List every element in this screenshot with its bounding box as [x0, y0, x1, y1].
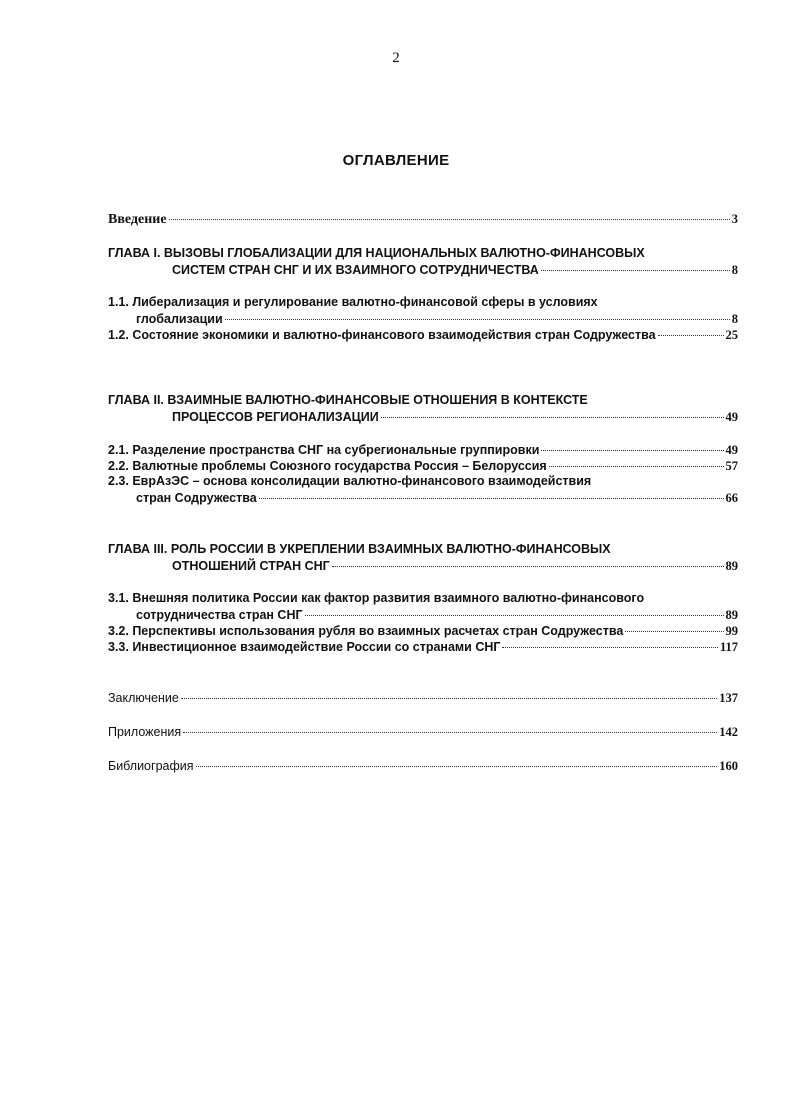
leader-dots: [381, 405, 724, 418]
chapter-3-title-line1: ГЛАВА III. РОЛЬ РОССИИ В УКРЕПЛЕНИИ ВЗАИМНЫХ ВАЛЮТНО-ФИНАНСОВЫХ: [108, 542, 611, 556]
section-2-1-page: 49: [725, 443, 738, 457]
section-3-3-title: 3.3. Инвестиционное взаимодействие России со странами СНГ: [108, 640, 501, 654]
section-2-2-page: 57: [725, 459, 738, 473]
toc-entry-chapter-2[interactable]: [108, 392, 738, 425]
leader-dots: [181, 686, 717, 699]
toc-entry-bibliography[interactable]: [108, 757, 738, 774]
section-3-1-title-line2: сотрудничества стран СНГ: [136, 608, 303, 622]
leader-dots: [169, 207, 730, 220]
leader-dots: [625, 619, 723, 632]
leader-dots: [658, 323, 724, 336]
chapter-3-title-line2: ОТНОШЕНИЙ СТРАН СНГ: [172, 559, 330, 573]
section-1-1-title-line1: 1.1. Либерализация и регулирование валютно-финансовой сферы в условиях: [108, 295, 598, 309]
leader-dots: [196, 754, 718, 767]
leader-dots: [305, 603, 724, 616]
toc-entry-intro[interactable]: [108, 210, 738, 228]
toc-entry-section-2-3[interactable]: [108, 473, 738, 506]
toc-entry-appendices[interactable]: [108, 723, 738, 740]
leader-dots: [549, 454, 724, 467]
section-2-3-page: 66: [725, 491, 738, 505]
section-3-2-page: 99: [725, 624, 738, 638]
toc-entry-section-1-2[interactable]: [108, 326, 738, 343]
toc-entry-section-1-1[interactable]: [108, 294, 738, 327]
toc-entry-chapter-1[interactable]: [108, 245, 738, 278]
conclusion-page: 137: [719, 691, 738, 705]
section-3-3-page: 117: [719, 640, 738, 654]
chapter-1-title-line1: ГЛАВА I. ВЫЗОВЫ ГЛОБАЛИЗАЦИИ ДЛЯ НАЦИОНАЛЬНЫХ ВАЛЮТНО-ФИНАНСОВЫХ: [108, 246, 645, 260]
chapter-1-title-line2: СИСТЕМ СТРАН СНГ И ИХ ВЗАИМНОГО СОТРУДНИЧЕСТВА: [172, 263, 539, 277]
intro-page: 3: [731, 212, 738, 226]
chapter-1-page: 8: [731, 263, 738, 277]
bibliography-label: Библиография: [108, 759, 194, 773]
section-2-3-title-line1: 2.3. ЕврАзЭС – основа консолидации валютно-финансового взаимодействия: [108, 474, 592, 488]
chapter-2-page: 49: [725, 410, 738, 424]
conclusion-label: Заключение: [108, 691, 179, 705]
section-1-1-page: 8: [731, 312, 738, 326]
section-1-2-page: 25: [725, 328, 738, 342]
section-2-2-title: 2.2. Валютные проблемы Союзного государства Россия – Белоруссия: [108, 459, 547, 473]
leader-dots: [502, 635, 717, 648]
chapter-3-page: 89: [725, 559, 738, 573]
leader-dots: [225, 307, 730, 320]
appendices-label: Приложения: [108, 725, 182, 739]
section-3-1-title-line1: 3.1. Внешняя политика России как фактор развития взаимного валютно-финансового: [108, 591, 645, 605]
appendices-page: 142: [719, 725, 738, 739]
leader-dots: [183, 720, 717, 733]
toc-title: ОГЛАВЛЕНИЕ: [342, 152, 450, 169]
leader-dots: [541, 438, 723, 451]
leader-dots: [541, 258, 730, 271]
section-3-2-title: 3.2. Перспективы использования рубля во взаимных расчетах стран Содружества: [108, 624, 624, 638]
chapter-2-title-line2: ПРОЦЕССОВ РЕГИОНАЛИЗАЦИИ: [172, 410, 379, 424]
chapter-2-title-line1: ГЛАВА II. ВЗАИМНЫЕ ВАЛЮТНО-ФИНАНСОВЫЕ ОТНОШЕНИЯ В КОНТЕКСТЕ: [108, 393, 588, 407]
toc-entry-conclusion[interactable]: [108, 689, 738, 706]
toc-entry-section-2-2[interactable]: [108, 457, 738, 474]
page-number: 2: [392, 50, 400, 66]
section-2-1-title: 2.1. Разделение пространства СНГ на субрегиональные группировки: [108, 443, 540, 457]
leader-dots: [259, 486, 724, 499]
section-1-2-title: 1.2. Состояние экономики и валютно-финансового взаимодействия стран Содружества: [108, 328, 656, 342]
section-2-3-title-line2: стран Содружества: [136, 491, 257, 505]
toc-entry-chapter-3[interactable]: [108, 541, 738, 574]
section-1-1-title-line2: глобализации: [136, 312, 223, 326]
bibliography-page: 160: [719, 759, 738, 773]
intro-label: Введение: [108, 212, 167, 227]
leader-dots: [332, 554, 724, 567]
section-3-1-page: 89: [725, 608, 738, 622]
toc-entry-section-3-3[interactable]: [108, 638, 738, 655]
